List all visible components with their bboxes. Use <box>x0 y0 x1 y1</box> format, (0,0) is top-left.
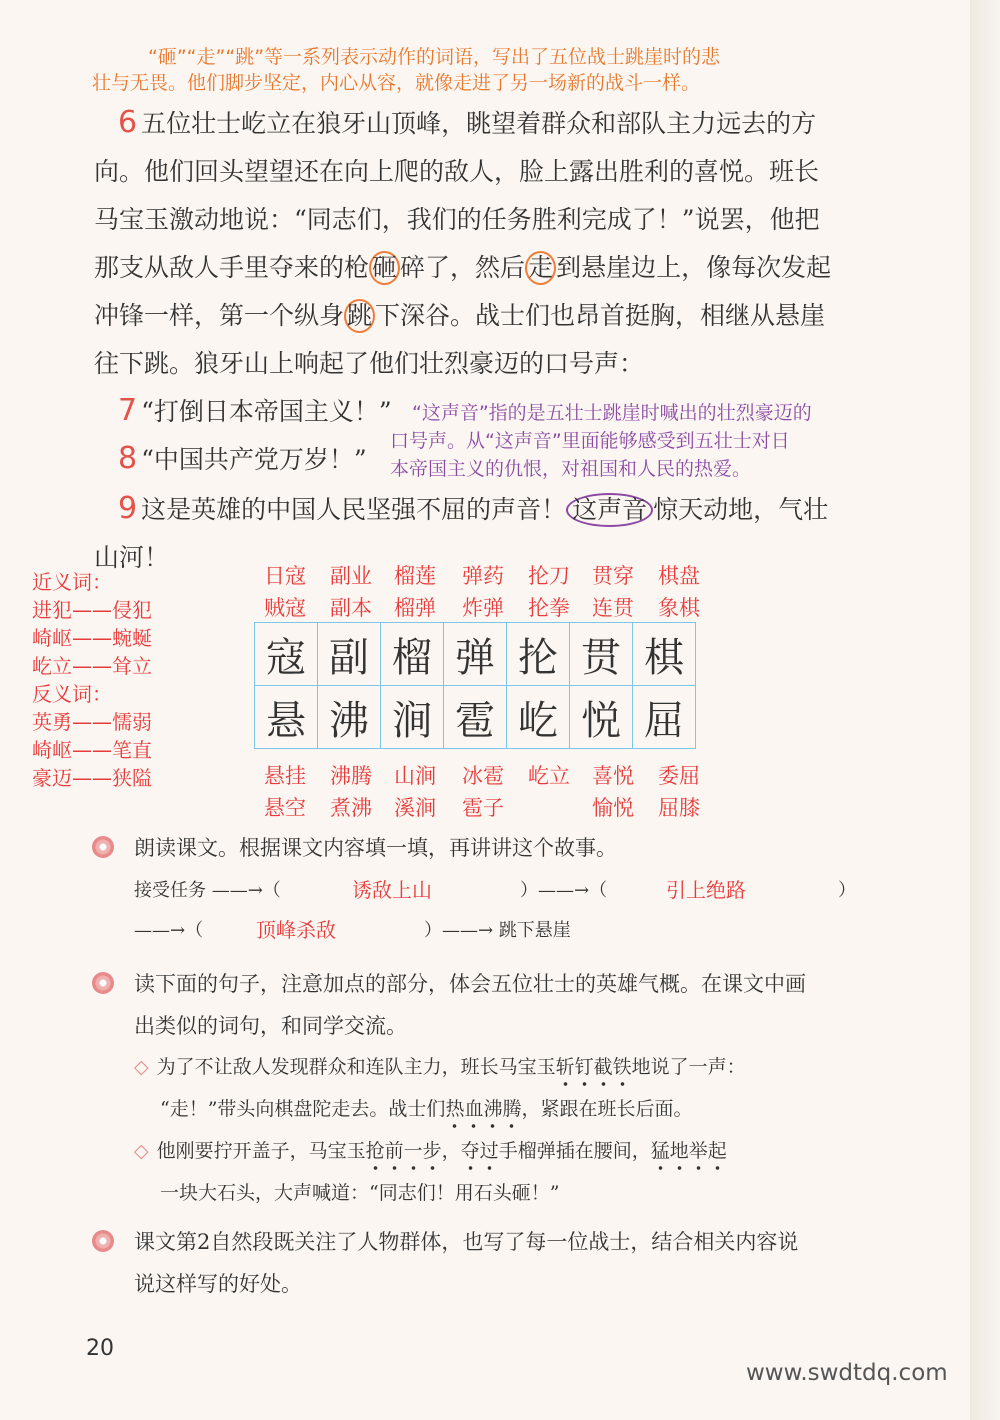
flow-paren: ） <box>838 880 856 901</box>
word: 抡刀 <box>528 564 570 588</box>
word: 棋盘 <box>658 564 700 588</box>
dotted-phrase: 斩钉截铁 <box>556 1056 632 1088</box>
word: 沸腾 <box>330 764 372 788</box>
flow-answer-2: 引上绝路 <box>666 878 746 902</box>
synonyms-title: 近义词： <box>32 570 112 594</box>
character-cell: 寇 <box>255 623 318 686</box>
example-sentence-2-line2: 一块大石头，大声喊道：“同志们！用石头砸！” <box>160 1182 560 1204</box>
character-grid-row <box>255 623 696 686</box>
word: 屹立 <box>528 764 570 788</box>
exercise-2-prompt-line1: 读下面的句子，注意加点的部分，体会五位壮士的英雄气概。在课文中画 <box>134 972 806 996</box>
annotation-right-line2: 口号声。从“这声音”里面能够感受到五壮士对日 <box>390 430 790 452</box>
flow-answer-3: 顶峰杀敌 <box>256 918 336 942</box>
circled-phrase-zheshengyin: 这声音 <box>566 493 653 527</box>
word: 煮沸 <box>330 796 372 820</box>
word: 山涧 <box>394 764 436 788</box>
circled-word-tiao: 跳 <box>344 299 375 333</box>
word: 榴莲 <box>394 564 436 588</box>
paragraph-8: 8 “中国共产党万岁！” <box>118 441 367 476</box>
word: 连贯 <box>592 596 634 620</box>
word: 委屈 <box>658 764 700 788</box>
flower-bullet-icon <box>92 836 114 858</box>
flower-bullet-icon <box>92 1230 114 1252</box>
character-cell: 副 <box>318 623 381 686</box>
word: 屈膝 <box>658 796 700 820</box>
flow-answer-1: 诱敌上山 <box>352 878 432 902</box>
exercise-3-prompt-line2: 说这样写的好处。 <box>134 1272 302 1296</box>
word: 雹子 <box>462 796 504 820</box>
character-cell: 屈 <box>633 686 696 749</box>
character-cell: 沸 <box>318 686 381 749</box>
paragraph-6-line6: 往下跳。狼牙山上响起了他们壮烈豪迈的口号声： <box>94 349 645 378</box>
annotation-top-line2: 壮与无畏。他们脚步坚定，内心从容，就像走进了另一场新的战斗一样。 <box>92 72 701 94</box>
character-cell: 悬 <box>255 686 318 749</box>
word: 弹药 <box>462 564 504 588</box>
exercise-2-prompt-line2: 出类似的词句，和同学交流。 <box>134 1014 407 1038</box>
word: 炸弹 <box>462 596 504 620</box>
flow-start: 接受任务 ——→（ <box>134 880 281 901</box>
dotted-phrase: 抢前一步 <box>366 1140 442 1172</box>
paragraph-9: 9 这是英雄的中国人民坚强不屈的声音！ 这声音 惊天动地，气壮 <box>118 491 829 526</box>
word: 贯穿 <box>592 564 634 588</box>
word: 喜悦 <box>592 764 634 788</box>
antonyms-title: 反义词： <box>32 682 112 706</box>
page-number: 20 <box>86 1336 114 1361</box>
example-sentence-1-line1: ◇ 为了不让敌人发现群众和连队主力，班长马宝玉斩钉截铁地说了一声： <box>134 1052 746 1079</box>
word: 冰雹 <box>462 764 504 788</box>
character-cell: 悦 <box>570 686 633 749</box>
antonym-pair: 崎岖——笔直 <box>32 738 152 762</box>
character-cell: 贯 <box>570 623 633 686</box>
synonym-pair: 进犯——侵犯 <box>32 598 152 622</box>
word: 副业 <box>330 564 372 588</box>
synonym-pair: 崎岖——蜿蜒 <box>32 626 152 650</box>
page-fold-shadow <box>970 0 1000 1420</box>
word: 贼寇 <box>264 596 306 620</box>
paragraph-6-line2: 向。他们回头望望还在向上爬的敌人，脸上露出胜利的喜悦。班长 <box>94 157 820 186</box>
paragraph-9-line2: 山河！ <box>94 543 170 572</box>
paragraph-6-line3: 马宝玉激动地说：“同志们，我们的任务胜利完成了！”说罢，他把 <box>94 205 820 234</box>
word: 副本 <box>330 596 372 620</box>
flow-end: ）——→ 跳下悬崖 <box>424 920 571 941</box>
word: 悬挂 <box>264 764 306 788</box>
paragraph-7: 7 “打倒日本帝国主义！” <box>118 393 392 428</box>
paragraph-6-line5: 冲锋一样，第一个纵身 跳 下深谷。战士们也昂首挺胸，相继从悬崖 <box>94 296 825 333</box>
synonym-pair: 屹立——耸立 <box>32 654 152 678</box>
word: 榴弹 <box>394 596 436 620</box>
paragraph-6-line1: 6 五位壮士屹立在狼牙山顶峰，眺望着群众和部队主力远去的方 <box>118 105 817 140</box>
exercise-1-prompt: 朗读课文。根据课文内容填一填，再讲讲这个故事。 <box>134 836 617 860</box>
paragraph-number-6: 6 <box>118 105 138 140</box>
word: 日寇 <box>264 564 306 588</box>
circled-word-zou: 走 <box>525 251 556 285</box>
flow-arrow: ——→（ <box>134 920 204 941</box>
example-sentence-1-line2: “走！”带头向棋盘陀走去。战士们热血沸腾，紧跟在班长后面。 <box>160 1094 692 1121</box>
character-cell: 榴 <box>381 623 444 686</box>
character-grid-row <box>255 686 696 749</box>
antonym-pair: 英勇——懦弱 <box>32 710 152 734</box>
word: 悬空 <box>264 796 306 820</box>
diamond-bullet-icon: ◇ <box>134 1140 149 1162</box>
character-cell: 抡 <box>507 623 570 686</box>
flow-arrow: ）——→（ <box>520 880 608 901</box>
word: 抡拳 <box>528 596 570 620</box>
annotation-right-line1: “这声音”指的是五壮士跳崖时喊出的壮烈豪迈的 <box>412 402 812 424</box>
example-sentence-2-line1: ◇ 他刚要拧开盖子，马宝玉抢前一步，夺过手榴弹插在腰间，猛地举起 <box>134 1136 727 1163</box>
character-cell: 屹 <box>507 686 570 749</box>
character-cell: 雹 <box>444 686 507 749</box>
circled-word-za: 砸 <box>369 251 400 285</box>
diamond-bullet-icon: ◇ <box>134 1056 149 1078</box>
word: 象棋 <box>658 596 700 620</box>
character-cell: 涧 <box>381 686 444 749</box>
flower-bullet-icon <box>92 972 114 994</box>
word: 愉悦 <box>592 796 634 820</box>
character-cell: 棋 <box>633 623 696 686</box>
dotted-phrase: 夺过 <box>461 1140 499 1172</box>
paragraph-6-line4: 那支从敌人手里夺来的枪 砸 碎了，然后 走 到悬崖边上，像每次发起 <box>94 248 831 285</box>
character-grid <box>254 622 696 749</box>
antonym-pair: 豪迈——狭隘 <box>32 766 152 790</box>
watermark: www.swdtdq.com <box>746 1360 948 1386</box>
annotation-right-line3: 本帝国主义的仇恨，对祖国和人民的热爱。 <box>390 458 752 480</box>
exercise-3-prompt-line1: 课文第2自然段既关注了人物群体，也写了每一位战士，结合相关内容说 <box>134 1230 799 1254</box>
character-cell: 弹 <box>444 623 507 686</box>
dotted-phrase: 猛地举起 <box>651 1140 727 1172</box>
annotation-top-line1: “砸”“走”“跳”等一系列表示动作的词语，写出了五位战士跳崖时的悲 <box>148 46 721 68</box>
dotted-phrase: 热血沸腾 <box>445 1098 521 1130</box>
word: 溪涧 <box>394 796 436 820</box>
